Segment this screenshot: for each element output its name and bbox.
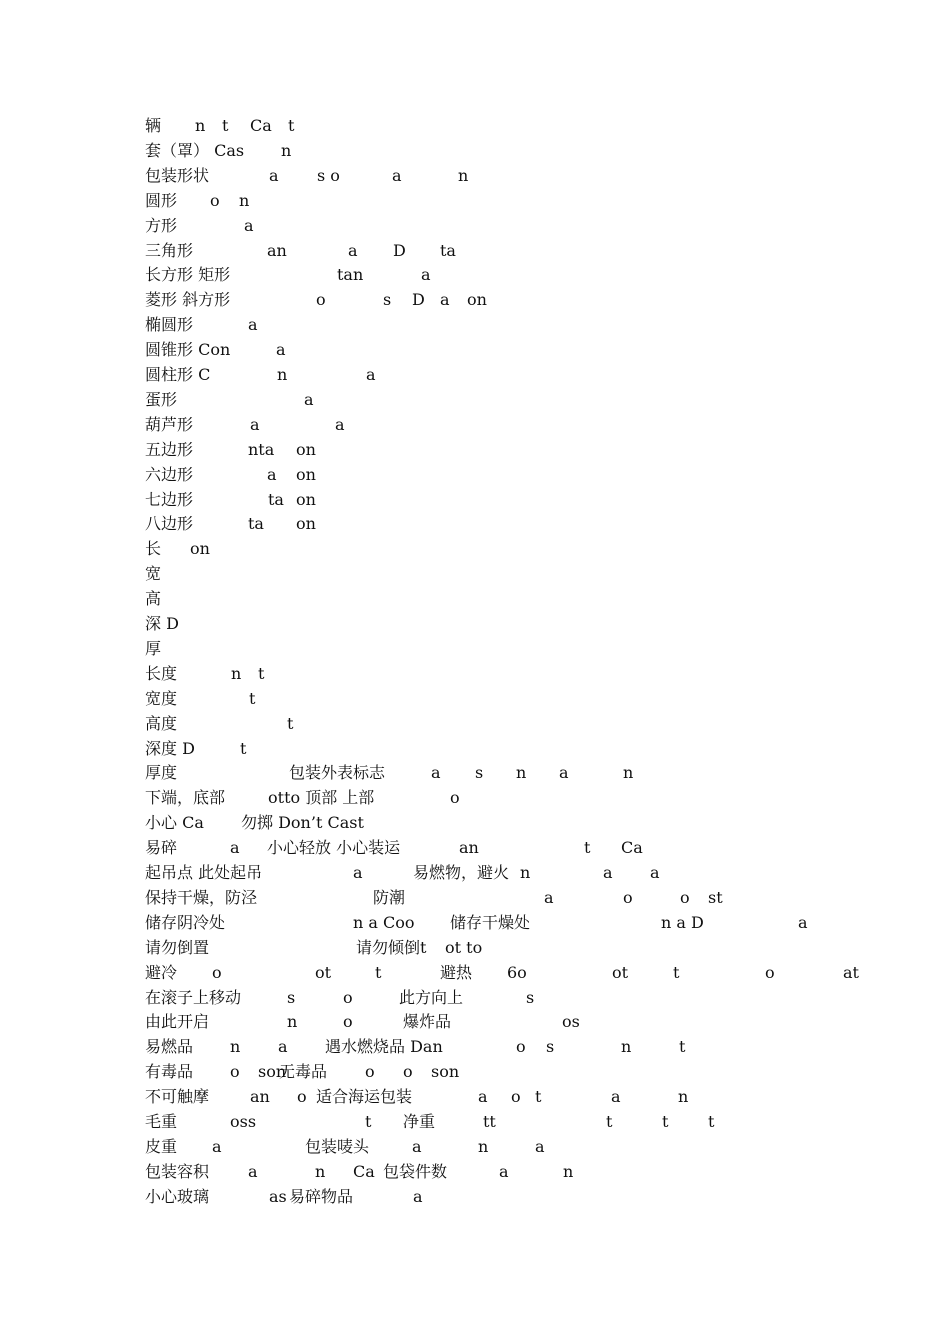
text-run: t (606, 1112, 613, 1131)
text-run: a (431, 763, 441, 783)
text-run: 蛋形 (145, 389, 178, 409)
text-line (145, 911, 905, 935)
text-run: n (230, 1037, 241, 1057)
text-run: 不可触摩 (145, 1087, 210, 1107)
text-line (145, 1135, 905, 1159)
text-line (145, 712, 905, 736)
text-run: son (431, 1062, 460, 1082)
text-run: n (458, 165, 469, 185)
text-line (145, 936, 905, 960)
text-run: 易碎物品 (289, 1186, 354, 1206)
text-run: 6o (507, 962, 527, 982)
text-run: a (269, 165, 279, 185)
text-run: 长方形 矩形 (145, 265, 231, 285)
text-run: t (287, 713, 294, 733)
text-run: an (459, 838, 479, 858)
text-run: t (240, 738, 247, 758)
text-run: o (316, 290, 326, 310)
text-run: 深度 D (145, 738, 195, 758)
text-run: on (190, 539, 210, 559)
text-run: oss (230, 1112, 257, 1131)
text-run: t (288, 116, 295, 135)
text-line (145, 512, 905, 536)
text-run: a (366, 365, 376, 384)
text-run: o (623, 887, 633, 907)
text-run: 长 (145, 539, 162, 559)
text-run: 包装唛头 (305, 1136, 370, 1156)
text-run: n (315, 1161, 326, 1181)
text-run: s (546, 1037, 555, 1057)
text-run: 小心 Ca (145, 813, 204, 833)
text-run: 防潮 (373, 887, 406, 907)
text-run: o (343, 987, 353, 1007)
text-run: 勿掷 Don’t Cast (241, 813, 364, 833)
text-run: 高 (145, 589, 162, 609)
text-run: o (212, 962, 222, 982)
text-line (145, 1110, 905, 1134)
text-run: n (239, 190, 250, 210)
text-run: n (195, 116, 206, 135)
text-run: s (383, 290, 392, 310)
text-line (145, 836, 905, 860)
text-run: 避热 (440, 962, 473, 982)
text-run: Ca (250, 116, 272, 135)
text-line (145, 1060, 905, 1084)
text-line (145, 687, 905, 711)
text-run: 三角形 (145, 240, 194, 260)
text-run: on (296, 489, 316, 509)
text-line (145, 488, 905, 512)
text-run: 起吊点 此处起吊 (145, 863, 263, 882)
text-run: 深 D (145, 614, 179, 633)
text-run: t (365, 1112, 372, 1131)
text-run: a (440, 290, 450, 310)
text-run: t (679, 1037, 686, 1057)
text-run: 高度 (145, 713, 178, 733)
text-run: a (392, 165, 402, 185)
text-line (145, 861, 905, 885)
text-run: Ca (621, 838, 643, 858)
text-run: a (276, 340, 286, 360)
text-run: a (499, 1161, 509, 1181)
text-run: a (248, 315, 258, 335)
text-run: t (535, 1087, 542, 1107)
text-run: 小心轻放 小心装运 (267, 838, 401, 858)
text-run: s o (317, 165, 340, 185)
text-run: n (277, 365, 288, 384)
text-run: n (520, 863, 531, 882)
text-line (145, 263, 905, 287)
text-run: 毛重 (145, 1112, 178, 1131)
text-run: t (708, 1112, 715, 1131)
text-run: 无毒品 (279, 1062, 328, 1082)
text-run: 八边形 (145, 514, 194, 534)
text-run: a (278, 1037, 288, 1057)
text-run: a (212, 1136, 222, 1156)
text-run: n (281, 140, 292, 160)
text-line (145, 214, 905, 238)
text-run: a (559, 763, 569, 783)
text-run: n (563, 1161, 574, 1181)
text-run: D (393, 240, 406, 260)
text-run: st (708, 887, 723, 907)
text-run: 套（罩） Cas (145, 140, 245, 160)
text-run: s (475, 763, 484, 783)
text-run: 厚度 (145, 763, 178, 783)
text-run: 方形 (145, 215, 178, 235)
text-run: t (249, 688, 256, 708)
text-run: o (403, 1062, 413, 1082)
text-run: os (562, 1012, 580, 1032)
text-run: Ca (353, 1161, 375, 1181)
text-run: t (584, 838, 591, 858)
text-run: 长度 (145, 663, 178, 683)
text-run: o (230, 1062, 240, 1082)
text-run: n (621, 1037, 632, 1057)
text-run: on (296, 514, 316, 534)
text-run: as (269, 1186, 287, 1206)
text-run: o (516, 1037, 526, 1057)
text-line (145, 164, 905, 188)
text-line (145, 388, 905, 412)
text-run: ot (612, 962, 629, 982)
text-line (145, 662, 905, 686)
text-run: 圆柱形 C (145, 365, 211, 384)
text-line (145, 438, 905, 462)
text-run: o (680, 887, 690, 907)
text-run: 七边形 (145, 489, 194, 509)
text-run: otto 顶部 上部 (268, 788, 375, 808)
text-run: a (413, 1186, 423, 1206)
text-run: 保持干燥，防泾 (145, 887, 258, 907)
text-run: 厚 (145, 638, 162, 658)
text-run: t (375, 962, 382, 982)
text-run: a (603, 863, 613, 882)
text-run: o (365, 1062, 375, 1082)
text-line (145, 1035, 905, 1059)
text-run: a (421, 265, 431, 285)
text-run: 葫芦形 (145, 414, 194, 434)
text-run: 在滚子上移动 (145, 987, 242, 1007)
text-run: s (526, 987, 535, 1007)
text-run: 包装形状 (145, 165, 210, 185)
text-run: n (231, 663, 242, 683)
text-run: 宽 (145, 564, 162, 584)
text-run: n a D (661, 912, 704, 932)
text-run: 菱形 斜方形 (145, 290, 231, 310)
text-run: o (210, 190, 220, 210)
text-run: a (650, 863, 660, 882)
text-run: n (678, 1087, 689, 1107)
text-line (145, 786, 905, 810)
text-run: 易碎 (145, 838, 178, 858)
text-run: t (673, 962, 680, 982)
text-run: a (611, 1087, 621, 1107)
text-run: 有毒品 (145, 1062, 194, 1082)
text-line (145, 612, 905, 636)
text-run: at (843, 962, 859, 982)
text-run: 包装外表标志 (289, 763, 386, 783)
text-run: a (230, 838, 240, 858)
text-run: a (412, 1136, 422, 1156)
text-run: n (623, 763, 634, 783)
text-line (145, 737, 905, 761)
text-run: 此方向上 (399, 987, 464, 1007)
text-run: 小心玻璃 (145, 1186, 210, 1206)
text-run: 适合海运包装 (316, 1087, 413, 1107)
text-line (145, 288, 905, 312)
text-run: 圆形 (145, 190, 178, 210)
text-line (145, 189, 905, 213)
text-run: a (304, 389, 314, 409)
text-run: a (267, 464, 277, 484)
text-run: 椭圆形 (145, 315, 194, 335)
text-run: 易燃品 (145, 1037, 194, 1057)
text-line (145, 637, 905, 661)
text-run: o (511, 1087, 521, 1107)
text-run: o (765, 962, 775, 982)
text-line (145, 961, 905, 985)
text-run: n (478, 1136, 489, 1156)
text-run: 皮重 (145, 1136, 178, 1156)
text-run: on (296, 439, 316, 459)
text-run: 由此开启 (145, 1012, 210, 1032)
text-run: 净重 (403, 1112, 436, 1131)
text-run: n (287, 1012, 298, 1032)
text-run: on (296, 464, 316, 484)
text-run: 遇水燃烧品 Dan (325, 1037, 443, 1057)
text-run: 辆 (145, 116, 162, 135)
text-line (145, 338, 905, 362)
text-run: ta (440, 240, 456, 260)
text-line (145, 114, 905, 138)
text-line (145, 811, 905, 835)
text-run: t (662, 1112, 669, 1131)
text-run: tt (483, 1112, 496, 1131)
text-run: 宽度 (145, 688, 178, 708)
text-run: a (544, 887, 554, 907)
text-run: a (535, 1136, 545, 1156)
text-run: a (244, 215, 254, 235)
text-line (145, 1085, 905, 1109)
text-line (145, 562, 905, 586)
text-run: 请勿倒置 (145, 937, 210, 957)
text-run: son (258, 1062, 287, 1082)
text-run: 下端，底部 (145, 788, 226, 808)
text-run: n a Coo (353, 912, 415, 932)
text-line (145, 537, 905, 561)
text-run: a (478, 1087, 488, 1107)
text-run: 储存干燥处 (450, 912, 531, 932)
text-run: a (335, 414, 345, 434)
text-run: n (516, 763, 527, 783)
text-line (145, 463, 905, 487)
text-run: a (348, 240, 358, 260)
text-run: t (222, 116, 229, 135)
text-run: a (250, 414, 260, 434)
text-line (145, 886, 905, 910)
text-run: a (798, 912, 808, 932)
text-run: 六边形 (145, 464, 194, 484)
text-run: 避冷 (145, 962, 178, 982)
text-run: an (267, 240, 287, 260)
text-run: on (467, 290, 487, 310)
text-line (145, 313, 905, 337)
text-run: o (450, 788, 460, 808)
text-run: D (412, 290, 425, 310)
text-run: ta (268, 489, 284, 509)
text-run: ot to (445, 937, 483, 957)
text-run: ot (315, 962, 332, 982)
text-run: 爆炸品 (403, 1012, 452, 1032)
text-run: s (287, 987, 296, 1007)
text-line (145, 1185, 905, 1209)
text-run: o (297, 1087, 307, 1107)
text-line (145, 139, 905, 163)
text-line (145, 986, 905, 1010)
text-line (145, 761, 905, 785)
text-run: ta (248, 514, 264, 534)
text-run: 储存阴冷处 (145, 912, 226, 932)
text-run: 请勿倾倒t (356, 937, 427, 957)
text-run: 圆锥形 Con (145, 340, 231, 360)
text-run: 五边形 (145, 439, 194, 459)
text-run: o (343, 1012, 353, 1032)
text-run: t (258, 663, 265, 683)
text-run: nta (248, 439, 275, 459)
text-run: a (248, 1161, 258, 1181)
text-run: 包袋件数 (383, 1161, 448, 1181)
text-run: 易燃物，避火 (413, 863, 510, 882)
text-run: 包装容积 (145, 1161, 210, 1181)
text-line (145, 1160, 905, 1184)
text-line (145, 413, 905, 437)
text-run: an (250, 1087, 270, 1107)
text-run: tan (337, 265, 364, 285)
text-run: a (353, 863, 363, 882)
text-line (145, 1010, 905, 1034)
text-line (145, 587, 905, 611)
text-line (145, 239, 905, 263)
text-line (145, 363, 905, 387)
